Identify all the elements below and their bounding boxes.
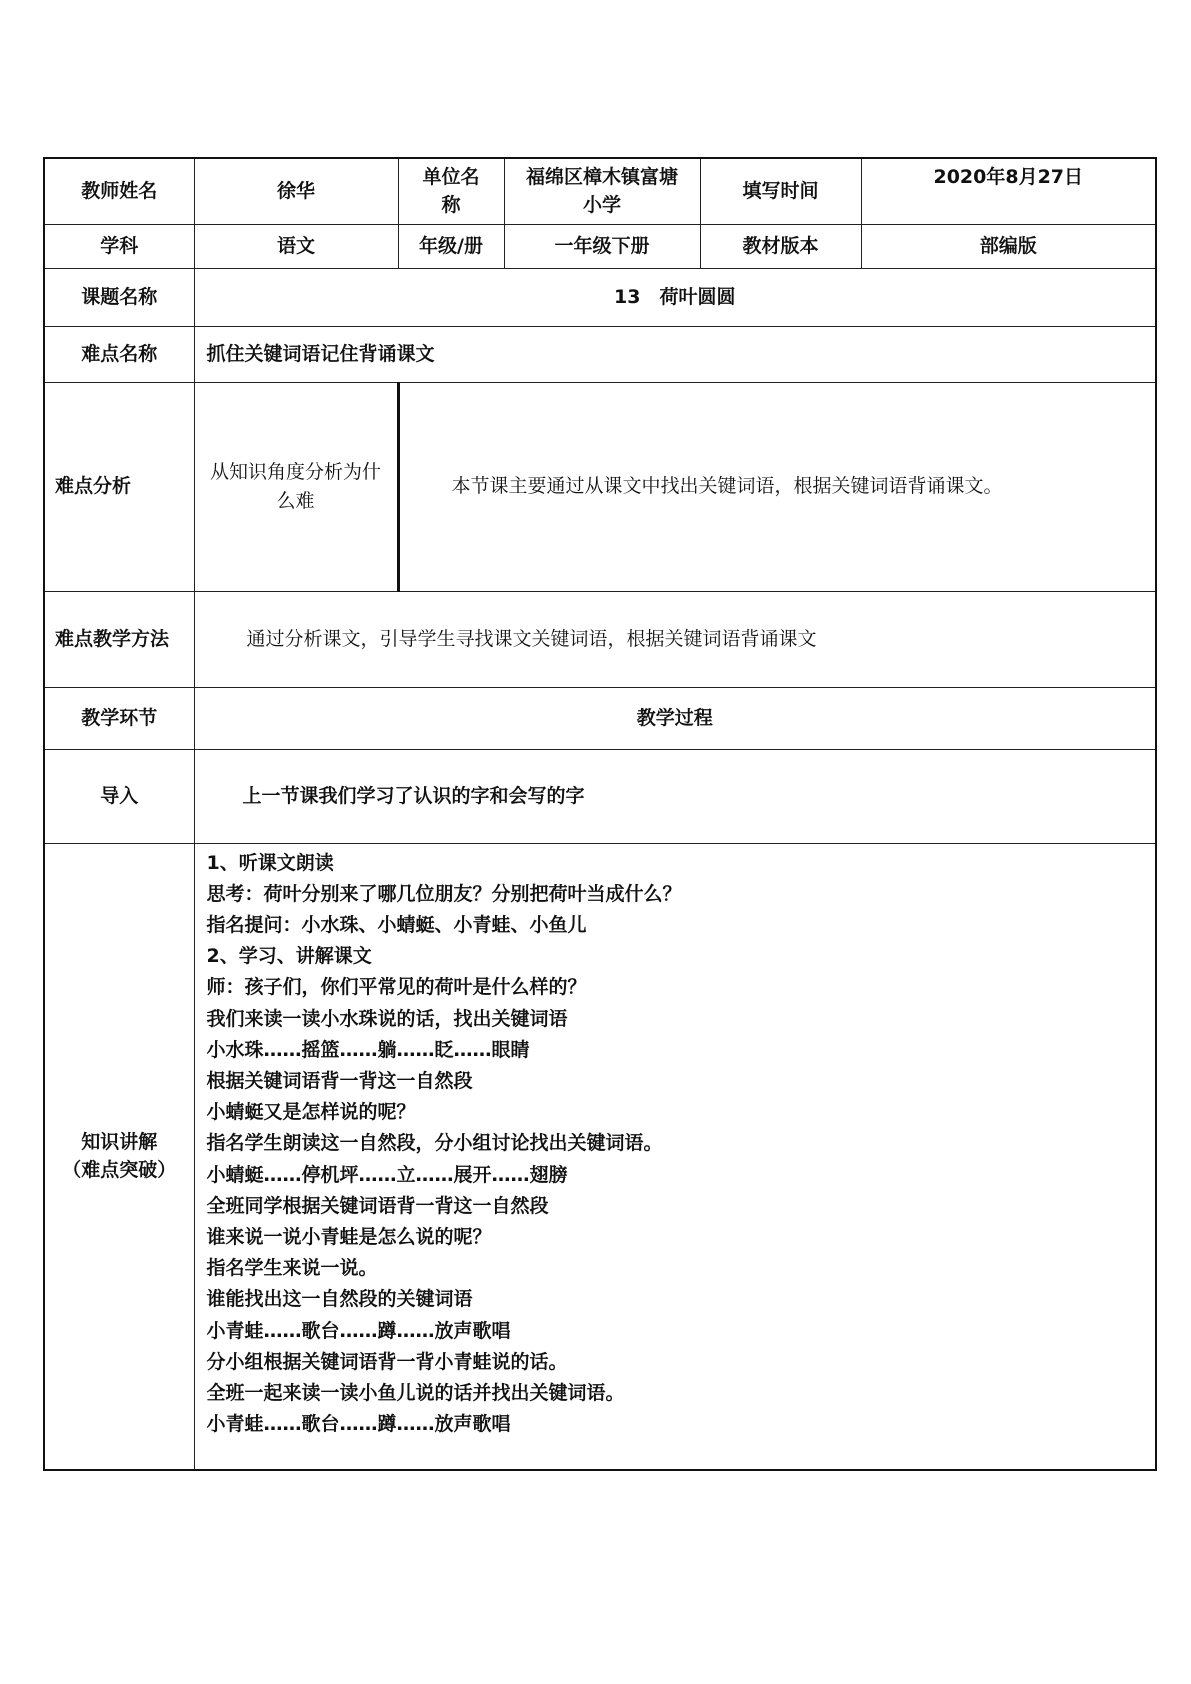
row-analysis <box>44 382 1156 591</box>
process-line: 指名学生来说一说。 <box>206 1257 378 1280</box>
process-line: 分小组根据关键词语背一背小青蛙说的话。 <box>206 1350 568 1373</box>
process-line: 全班同学根据关键词语背一背这一自然段 <box>206 1194 549 1217</box>
teacher-name-value: 徐华 <box>194 158 398 224</box>
row-topic <box>44 268 1156 326</box>
analysis-value: 本节课主要通过从课文中找出关键词语，根据关键词语背诵课文。 <box>398 382 1156 591</box>
process-line: 根据关键词语背一背这一自然段 <box>206 1069 473 1092</box>
teacher-name-label: 教师姓名 <box>44 158 194 224</box>
row-difficulty <box>44 326 1156 382</box>
row-process-header <box>44 687 1156 749</box>
process-line: 全班一起来读一读小鱼儿说的话并找出关键词语。 <box>206 1381 625 1404</box>
lesson-plan-table <box>43 157 1157 1471</box>
knowledge-label <box>44 843 194 1470</box>
process-line: 1、听课文朗读 <box>206 851 334 874</box>
analysis-sub-label: 从知识角度分析为什么难 <box>194 382 398 591</box>
knowledge-process <box>194 843 1156 1470</box>
unit-name-value: 福绵区樟木镇富塘小学 <box>504 158 700 224</box>
process-line: 小水珠……摇篮……躺……眨……眼睛 <box>206 1038 530 1061</box>
process-line: 小蜻蜓又是怎样说的呢？ <box>206 1101 416 1124</box>
row-intro <box>44 749 1156 843</box>
method-value: 通过分析课文，引导学生寻找课文关键词语，根据关键词语背诵课文 <box>194 591 1156 687</box>
row-method <box>44 591 1156 687</box>
process-line: 小青蛙……歌台……蹲……放声歌唱 <box>206 1319 511 1342</box>
grade-label: 年级/册 <box>398 224 504 268</box>
process-line: 我们来读一读小水珠说的话，找出关键词语 <box>206 1007 568 1030</box>
process-line: 师：孩子们，你们平常见的荷叶是什么样的？ <box>206 976 587 999</box>
row-subject-info <box>44 224 1156 268</box>
grade-value: 一年级下册 <box>504 224 700 268</box>
topic-value: 13 荷叶圆圆 <box>194 268 1156 326</box>
row-knowledge <box>44 843 1156 1470</box>
difficulty-value: 抓住关键词语记住背诵课文 <box>194 326 1156 382</box>
row-teacher-info <box>44 158 1156 224</box>
unit-name-label: 单位名称 <box>398 158 504 224</box>
edition-label: 教材版本 <box>700 224 861 268</box>
process-line: 小蜻蜓……停机坪……立……展开……翅膀 <box>206 1163 568 1186</box>
knowledge-label-line1: 知识讲解 <box>81 1130 158 1153</box>
process-line: 谁能找出这一自然段的关键词语 <box>206 1288 473 1311</box>
process-line: 指名提问：小水珠、小蜻蜓、小青蛙、小鱼儿 <box>206 913 587 936</box>
process-line: 2、学习、讲解课文 <box>206 945 372 968</box>
topic-label: 课题名称 <box>44 268 194 326</box>
subject-label: 学科 <box>44 224 194 268</box>
process-line: 思考：荷叶分别来了哪几位朋友？分别把荷叶当成什么？ <box>206 882 682 905</box>
process-line: 小青蛙……歌台……蹲……放声歌唱 <box>206 1413 511 1436</box>
intro-value: 上一节课我们学习了认识的字和会写的字 <box>194 749 1156 843</box>
process-line: 谁来说一说小青蛙是怎么说的呢？ <box>206 1225 492 1248</box>
subject-value: 语文 <box>194 224 398 268</box>
fill-time-value: 2020年8月27日 <box>861 158 1156 224</box>
process-line: 指名学生朗读这一自然段，分小组讨论找出关键词语。 <box>206 1132 663 1155</box>
fill-time-label: 填写时间 <box>700 158 861 224</box>
process-section-label: 教学环节 <box>44 687 194 749</box>
knowledge-label-line2: （难点突破） <box>62 1159 177 1182</box>
difficulty-label: 难点名称 <box>44 326 194 382</box>
process-section-title: 教学过程 <box>194 687 1156 749</box>
analysis-label: 难点分析 <box>44 382 194 591</box>
edition-value: 部编版 <box>861 224 1156 268</box>
intro-label: 导入 <box>44 749 194 843</box>
method-label: 难点教学方法 <box>44 591 194 687</box>
